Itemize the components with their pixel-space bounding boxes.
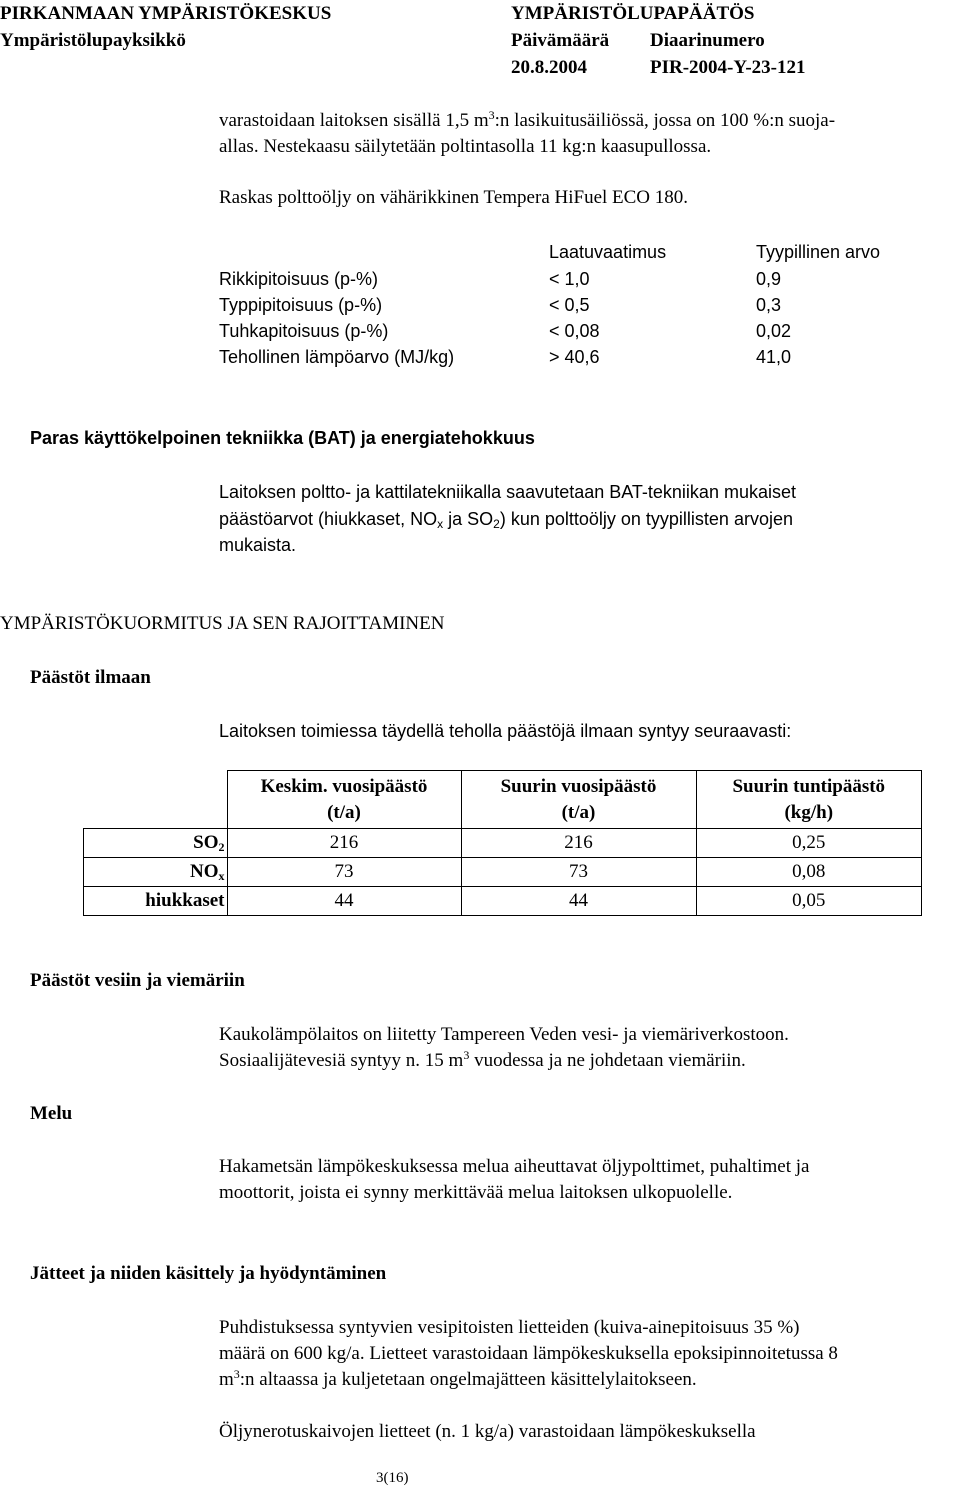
fuel-row-typical: 0,02 bbox=[756, 321, 792, 341]
column-header: Suurin vuosipäästö (t/a) bbox=[461, 771, 696, 829]
table-cell: 216 bbox=[227, 829, 461, 858]
water-line-2: Sosiaalijätevesiä syntyy n. 15 $m^3$ vuodessa ja ne johdetaan viemäriin. bbox=[219, 1048, 746, 1071]
fuel-row-typical: 41,0 bbox=[756, 347, 792, 367]
row-label: $SO_2$ bbox=[84, 829, 228, 858]
noise-line-1: Hakametsän lämpökeskuksessa melua aiheuttavat öljypolttimet, puhaltimet ja bbox=[219, 1156, 810, 1177]
waste-line-2: määrä on 600 kg/a. Lietteet varastoidaan lämpökeskuksella epoksipinnoitetussa 8 bbox=[219, 1343, 838, 1364]
bat-line-2: päästöarvot (hiukkaset, $NO_x$ ja $SO_2$) kun polttoöljy on tyypillisten arvojen bbox=[219, 509, 793, 531]
table-cell: 73 bbox=[461, 858, 696, 887]
column-header: Keskim. vuosipäästö (t/a) bbox=[227, 771, 461, 829]
table-header-row bbox=[84, 771, 922, 829]
waste-line-4: Öljynerotuskaivojen lietteet (n. 1 kg/a) varastoidaan lämpökeskuksella bbox=[219, 1421, 756, 1442]
waste-line-3: $m^3:n$ altaassa ja kuljetetaan ongelmajätteen käsittelylaitokseen. bbox=[219, 1367, 697, 1390]
waste-heading: Jätteet ja niiden käsittely ja hyödyntäminen bbox=[30, 1263, 387, 1284]
fuel-row-requirement: < 0,5 bbox=[549, 295, 590, 315]
noise-line-2: moottorit, joista ei synny merkittävää melua laitoksen ulkopuolelle. bbox=[219, 1182, 733, 1203]
organization-name: PIRKANMAAN YMPÄRISTÖKESKUS bbox=[0, 3, 332, 24]
date-label: Päivämäärä bbox=[511, 30, 610, 51]
fuel-row-label: Rikkipitoisuus (p-%) bbox=[219, 269, 379, 289]
unit-name: Ympäristölupayksikkö bbox=[0, 30, 186, 51]
table-corner bbox=[84, 771, 228, 829]
decision-date: 20.8.2004 bbox=[511, 57, 587, 78]
oil-description: Raskas polttoöljy on vähärikkinen Tempera HiFuel ECO 180. bbox=[219, 187, 689, 208]
column-header: Suurin tuntipäästö (kg/h) bbox=[696, 771, 922, 829]
document-type: YMPÄRISTÖLUPAPÄÄTÖS bbox=[511, 3, 755, 24]
row-label: hiukkaset bbox=[84, 887, 228, 916]
fuel-row-typical: 0,9 bbox=[756, 269, 782, 289]
bat-heading: Paras käyttökelpoinen tekniikka (BAT) ja energiatehokkuus bbox=[30, 428, 535, 448]
noise-heading: Melu bbox=[30, 1103, 73, 1124]
fuel-col-typical: Tyypillinen arvo bbox=[756, 242, 881, 262]
table-row bbox=[84, 858, 922, 887]
fuel-row-label: Tehollinen lämpöarvo (MJ/kg) bbox=[219, 347, 455, 367]
bat-line-3: mukaista. bbox=[219, 535, 297, 555]
air-emissions-heading: Päästöt ilmaan bbox=[30, 667, 151, 688]
section-heading: YMPÄRISTÖKUORMITUS JA SEN RAJOITTAMINEN bbox=[0, 613, 445, 634]
fuel-row-typical: 0,3 bbox=[756, 295, 782, 315]
table-cell: 0,05 bbox=[696, 887, 922, 916]
table-cell: 44 bbox=[227, 887, 461, 916]
table-cell: 73 bbox=[227, 858, 461, 887]
bat-line-1: Laitoksen poltto- ja kattilatekniikalla saavutetaan BAT-tekniikan mukaiset bbox=[219, 482, 796, 502]
fuel-row-requirement: < 0,08 bbox=[549, 321, 600, 341]
fuel-row-label: Typpipitoisuus (p-%) bbox=[219, 295, 383, 315]
intro-line-1: varastoidaan laitoksen sisällä 1,5 $m^3:n$ lasikuitusäiliössä, jossa on 100 %:n suoja- bbox=[219, 108, 836, 131]
air-emissions-table bbox=[83, 770, 922, 916]
row-label: $NO_x$ bbox=[84, 858, 228, 887]
table-cell: 0,08 bbox=[696, 858, 922, 887]
water-line-1: Kaukolämpölaitos on liitetty Tampereen Veden vesi- ja viemäriverkostoon. bbox=[219, 1024, 789, 1045]
diary-number: PIR-2004-Y-23-121 bbox=[650, 57, 806, 78]
fuel-row-requirement: < 1,0 bbox=[549, 269, 590, 289]
page-number: 3(16) bbox=[376, 1470, 409, 1486]
fuel-row-requirement: > 40,6 bbox=[549, 347, 600, 367]
water-emissions-heading: Päästöt vesiin ja viemäriin bbox=[30, 970, 245, 991]
table-row bbox=[84, 887, 922, 916]
table-cell: 44 bbox=[461, 887, 696, 916]
waste-line-1: Puhdistuksessa syntyvien vesipitoisten lietteiden (kuiva-ainepitoisuus 35 %) bbox=[219, 1317, 800, 1338]
air-emissions-text: Laitoksen toimiessa täydellä teholla päästöjä ilmaan syntyy seuraavasti: bbox=[219, 721, 792, 741]
table-cell: 0,25 bbox=[696, 829, 922, 858]
intro-line-2: allas. Nestekaasu säilytetään poltintasolla 11 kg:n kaasupullossa. bbox=[219, 136, 712, 157]
table-cell: 216 bbox=[461, 829, 696, 858]
table-row bbox=[84, 829, 922, 858]
fuel-row-label: Tuhkapitoisuus (p-%) bbox=[219, 321, 389, 341]
diary-label: Diaarinumero bbox=[650, 30, 765, 51]
fuel-col-requirement: Laatuvaatimus bbox=[549, 242, 667, 262]
